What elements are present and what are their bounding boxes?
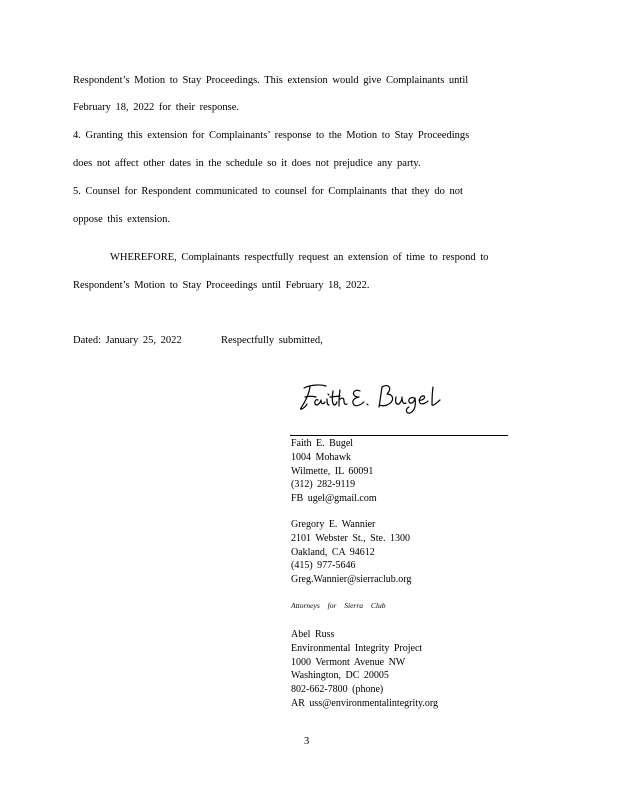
counsel-phone: 802-662-7800 (phone) (291, 684, 384, 696)
counsel-email: FB ugel@gmail.com (291, 493, 377, 505)
closing-line: Respectfully submitted, (221, 335, 323, 346)
counsel-email: AR uss@environmentalintegrity.org (291, 697, 439, 709)
attorneys-for-label: Attorneys for Sierra Club (291, 601, 386, 610)
counsel-address-street: 2101 Webster St., Ste. 1300 (291, 532, 410, 544)
paragraph-5-line-2: oppose this extension. (73, 214, 171, 225)
paragraph-3-line-2: February 18, 2022 for their response. (73, 102, 240, 113)
signature-line (290, 435, 508, 436)
counsel-block-russ (291, 628, 438, 711)
paragraph-4-line-1: 4. Granting this extension for Complainants’ response to the Motion to Stay Proceedings (73, 130, 470, 141)
counsel-address-street: 1000 Vermont Avenue NW (291, 656, 406, 668)
counsel-address-city: Oakland, CA 94612 (291, 546, 375, 558)
counsel-name: Faith E. Bugel (291, 438, 354, 449)
wherefore-line-1: WHEREFORE, Complainants respectfully request an extension of time to respond to (110, 252, 489, 263)
counsel-block-wannier (291, 518, 411, 587)
wherefore-line-2: Respondent’s Motion to Stay Proceedings until February 18, 2022. (73, 280, 370, 291)
dated-line: Dated: January 25, 2022 (73, 335, 182, 346)
counsel-organization: Environmental Integrity Project (291, 642, 423, 654)
counsel-address-city: Wilmette, IL 60091 (291, 465, 374, 477)
counsel-phone: (415) 977-5646 (291, 560, 356, 572)
counsel-email: Greg.Wannier@sierraclub.org (291, 574, 412, 586)
handwritten-signature (296, 378, 456, 418)
counsel-block-bugel (291, 437, 377, 506)
page-number: 3 (304, 736, 310, 747)
counsel-address-street: 1004 Mohawk (291, 451, 352, 463)
paragraph-4-line-2: does not affect other dates in the schedule so it does not prejudice any party. (73, 158, 421, 169)
counsel-name: Gregory E. Wannier (291, 519, 376, 530)
counsel-name: Abel Russ (291, 629, 335, 640)
paragraph-5-line-1: 5. Counsel for Respondent communicated to counsel for Complainants that they do not (73, 186, 463, 197)
counsel-phone: (312) 282-9119 (291, 479, 356, 491)
counsel-address-city: Washington, DC 20005 (291, 670, 389, 682)
paragraph-3-line-1: Respondent’s Motion to Stay Proceedings. This extension would give Complainants until (73, 75, 469, 86)
